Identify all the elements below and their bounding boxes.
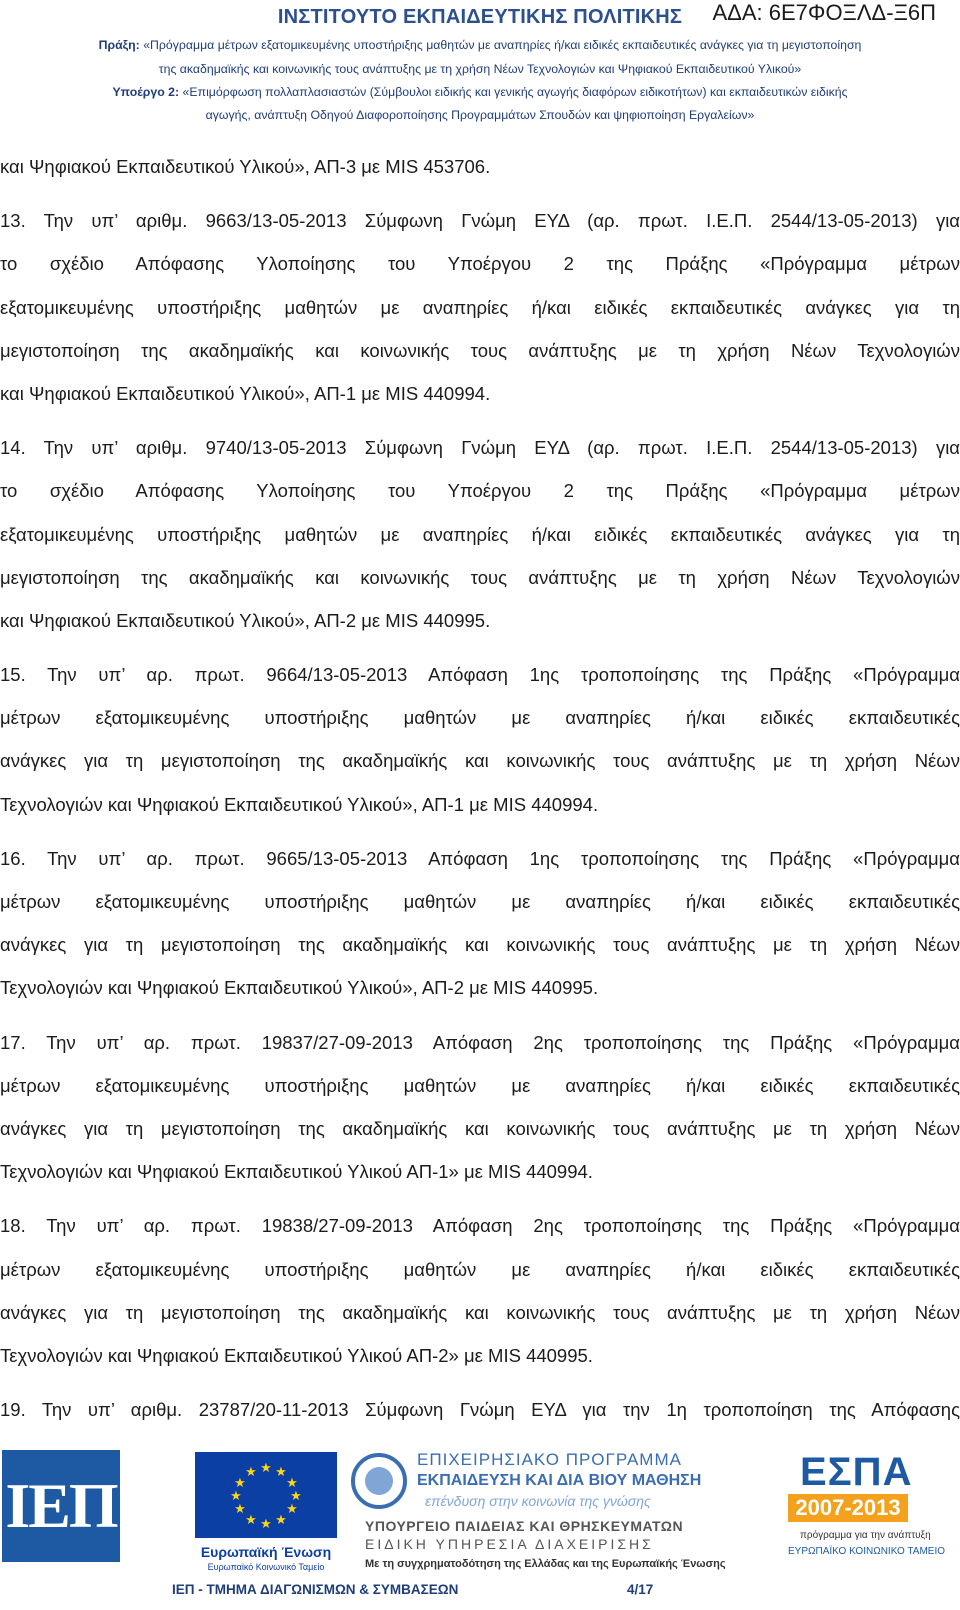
body-line: Τεχνολογιών και Ψηφιακού Εκπαιδευτικού Υλικού ΑΠ-2» με MIS 440995. bbox=[0, 1344, 593, 1366]
body-line: 17. Την υπ’ αρ. πρωτ. 19837/27-09-2013 Απόφαση 2ης τροποποίησης της Πράξης «Πρόγραμμα bbox=[0, 1031, 960, 1053]
svg-text:★: ★ bbox=[234, 1502, 246, 1517]
ypoergo-label: Υποέργο 2: bbox=[112, 85, 180, 99]
praxi-label: Πράξη: bbox=[98, 38, 140, 52]
body-line: μέτρων εξατομικευμένης υποστήριξης μαθητών με αναπηρίες ή/και ειδικές εκπαιδευτικές bbox=[0, 1258, 960, 1280]
op-cofunding: Με τη συγχρηματοδότηση της Ελλάδας και της Ευρωπαϊκής Ένωσης bbox=[365, 1558, 726, 1570]
eu-name: Ευρωπαϊκή Ένωση bbox=[200, 1544, 332, 1560]
svg-text:★: ★ bbox=[286, 1476, 298, 1491]
svg-text:★: ★ bbox=[275, 1465, 287, 1480]
body-line: 16. Την υπ’ αρ. πρωτ. 9665/13-05-2013 Απόφαση 1ης τροποποίησης της Πράξης «Πρόγραμμα bbox=[0, 847, 960, 869]
body-line: το σχέδιο Απόφασης Υλοποίησης του Υποέργου 2 της Πράξης «Πρόγραμμα μέτρων bbox=[0, 253, 960, 275]
body-line: ανάγκες για τη μεγιστοποίηση της ακαδημαϊκής και κοινωνικής τους ανάπτυξης με τη χρήση Νέων bbox=[0, 750, 960, 772]
body-line: 13. Την υπ’ αριθμ. 9663/13-05-2013 Σύμφωνη Γνώμη ΕΥΔ (αρ. πρωτ. Ι.Ε.Π. 2544/13-05-2013) για bbox=[0, 210, 960, 232]
body-line: και Ψηφιακού Εκπαιδευτικού Υλικού», ΑΠ-1 με MIS 440994. bbox=[0, 382, 491, 404]
eu-fund: Ευρωπαϊκό Κοινωνικό Ταμείο bbox=[207, 1562, 325, 1572]
institute-title: ΙΝΣΤΙΤΟΥΤΟ ΕΚΠΑΙΔΕΥΤΙΚΗΣ ΠΟΛΙΤΙΚΗΣ bbox=[277, 6, 683, 28]
espa-years: 2007-2013 bbox=[788, 1494, 908, 1522]
body-line: 19. Την υπ’ αριθμ. 23787/20-11-2013 Σύμφωνη Γνώμη ΕΥΔ για την 1η τροποποίηση της Απόφασης bbox=[0, 1399, 960, 1421]
ada-code: ΑΔΑ: 6Ε7ΦΟΞΛΔ-Ξ6Π bbox=[708, 0, 936, 26]
body-line: 18. Την υπ’ αρ. πρωτ. 19838/27-09-2013 Απόφαση 2ης τροποποίησης της Πράξης «Πρόγραμμα bbox=[0, 1215, 960, 1237]
body-line: μέτρων εξατομικευμένης υποστήριξης μαθητών με αναπηρίες ή/και ειδικές εκπαιδευτικές bbox=[0, 707, 960, 729]
body-line: Τεχνολογιών και Ψηφιακού Εκπαιδευτικού Υλικού», ΑΠ-1 με MIS 440994. bbox=[0, 793, 599, 815]
op-service: ΕΙΔΙΚΗ ΥΠΗΡΕΣΙΑ ΔΙΑΧΕΙΡΙΣΗΣ bbox=[365, 1536, 654, 1552]
svg-text:★: ★ bbox=[290, 1489, 302, 1504]
operational-programme-logo bbox=[345, 1450, 740, 1570]
svg-text:★: ★ bbox=[234, 1476, 246, 1491]
svg-text:★: ★ bbox=[286, 1502, 298, 1517]
footer-logo-bar bbox=[0, 1440, 960, 1575]
body-line: Τεχνολογιών και Ψηφιακού Εκπαιδευτικού Υλικού», ΑΠ-2 με MIS 440995. bbox=[0, 977, 599, 999]
svg-text:★: ★ bbox=[260, 1517, 272, 1532]
body-line: ανάγκες για τη μεγιστοποίηση της ακαδημαϊκής και κοινωνικής τους ανάπτυξης με τη χρήση Νέων bbox=[0, 1301, 960, 1323]
svg-text:★: ★ bbox=[260, 1461, 272, 1476]
body-line: το σχέδιο Απόφασης Υλοποίησης του Υποέργου 2 της Πράξης «Πρόγραμμα μέτρων bbox=[0, 480, 960, 502]
body-line: Τεχνολογιών και Ψηφιακού Εκπαιδευτικού Υλικού ΑΠ-1» με MIS 440994. bbox=[0, 1161, 593, 1183]
ypoergo-line-2: αγωγής, ανάπτυξη Οδηγού Διαφοροποίησης Προγραμμάτων Σπουδών και ψηφιοποίηση Εργαλείων» bbox=[205, 108, 755, 122]
page-number: 4/17 bbox=[627, 1582, 654, 1597]
body-line: μεγιστοποίηση της ακαδημαϊκής και κοινωνικής τους ανάπτυξης με τη χρήση Νέων Τεχνολογιών bbox=[0, 566, 960, 588]
ypoergo-text: «Επιμόρφωση πολλαπλασιαστών (Σύμβουλοι ειδικής και γενικής αγωγής διαφόρων ειδικοτήτων) και εκπαιδευτικών ειδικής bbox=[182, 85, 848, 99]
espa-fund: ΕΥΡΩΠΑΪΚΟ ΚΟΙΝΩΝΙΚΟ ΤΑΜΕΙΟ bbox=[788, 1546, 946, 1557]
svg-text:★: ★ bbox=[230, 1489, 242, 1504]
body-line: 14. Την υπ’ αριθμ. 9740/13-05-2013 Σύμφωνη Γνώμη ΕΥΔ (αρ. πρωτ. Ι.Ε.Π. 2544/13-05-2013) για bbox=[0, 437, 960, 459]
espa-title: ΕΣΠΑ bbox=[800, 1450, 913, 1494]
document-header bbox=[0, 0, 960, 135]
body-line: μέτρων εξατομικευμένης υποστήριξης μαθητών με αναπηρίες ή/και ειδικές εκπαιδευτικές bbox=[0, 1074, 960, 1096]
op-ministry: ΥΠΟΥΡΓΕΙΟ ΠΑΙΔΕΙΑΣ ΚΑΙ ΘΡΗΣΚΕΥΜΑΤΩΝ bbox=[365, 1518, 684, 1534]
op-slogan: επένδυση στην κοινωνία της γνώσης bbox=[425, 1493, 651, 1509]
body-line: μέτρων εξατομικευμένης υποστήριξης μαθητών με αναπηρίες ή/και ειδικές εκπαιδευτικές bbox=[0, 891, 960, 912]
body-line: και Ψηφιακού Εκπαιδευτικού Υλικού», ΑΠ-3 με MIS 453706. bbox=[0, 156, 491, 177]
op-title: ΕΠΙΧΕΙΡΗΣΙΑΚΟ ΠΡΟΓΡΑΜΜΑ bbox=[417, 1450, 682, 1469]
praxi-line-2: της ακαδημαϊκής και κοινωνικής τους ανάπτυξης με τη χρήση Νέων Τεχνολογιών και Ψηφιακού Εκπαιδευτικού Υλικού» bbox=[158, 62, 802, 76]
footer-department: ΙΕΠ - ΤΜΗΜΑ ΔΙΑΓΩΝΙΣΜΩΝ & ΣΥΜΒΑΣΕΩΝ bbox=[172, 1582, 459, 1597]
eu-flag-icon bbox=[195, 1452, 337, 1538]
svg-text:★: ★ bbox=[245, 1513, 257, 1528]
praxi-line-1 bbox=[0, 38, 960, 52]
op-subtitle: ΕΚΠΑΙΔΕΥΣΗ ΚΑΙ ΔΙΑ ΒΙΟΥ ΜΑΘΗΣΗ bbox=[417, 1472, 702, 1489]
body-line: εξατομικευμένης υποστήριξης μαθητών με αναπηρίες ή/και ειδικές εκπαιδευτικές ανάγκες για τη bbox=[0, 296, 960, 318]
body-line: ανάγκες για τη μεγιστοποίηση της ακαδημαϊκής και κοινωνικής τους ανάπτυξης με τη χρήση Νέων bbox=[0, 1117, 960, 1139]
body-line: 15. Την υπ’ αρ. πρωτ. 9664/13-05-2013 Απόφαση 1ης τροποποίησης της Πράξης «Πρόγραμμα bbox=[0, 664, 960, 686]
ypoergo-line-1 bbox=[0, 85, 960, 99]
eu-logo bbox=[195, 1452, 337, 1576]
iep-logo: ΙΕΠ bbox=[2, 1450, 120, 1562]
espa-subtitle: πρόγραμμα για την ανάπτυξη bbox=[800, 1530, 931, 1541]
praxi-text: «Πρόγραμμα μέτρων εξατομικευμένης υποστήριξης μαθητών με αναπηρίες ή/και ειδικές εκπαιδευτικές ανάγκες για τη μεγιστοποίηση bbox=[143, 38, 862, 52]
svg-text:★: ★ bbox=[245, 1465, 257, 1480]
document-body bbox=[0, 145, 960, 1431]
op-emblem-icon bbox=[345, 1450, 413, 1512]
body-line: μεγιστοποίηση της ακαδημαϊκής και κοινωνικής τους ανάπτυξης με τη χρήση Νέων Τεχνολογιών bbox=[0, 339, 960, 361]
svg-text:★: ★ bbox=[275, 1513, 287, 1528]
body-line: και Ψηφιακού Εκπαιδευτικού Υλικού», ΑΠ-2 με MIS 440995. bbox=[0, 609, 491, 631]
body-line: ανάγκες για τη μεγιστοποίηση της ακαδημαϊκής και κοινωνικής τους ανάπτυξης με τη χρήση Νέων bbox=[0, 934, 960, 956]
espa-logo bbox=[770, 1450, 948, 1570]
body-line: εξατομικευμένης υποστήριξης μαθητών με αναπηρίες ή/και ειδικές εκπαιδευτικές ανάγκες για τη bbox=[0, 523, 960, 545]
